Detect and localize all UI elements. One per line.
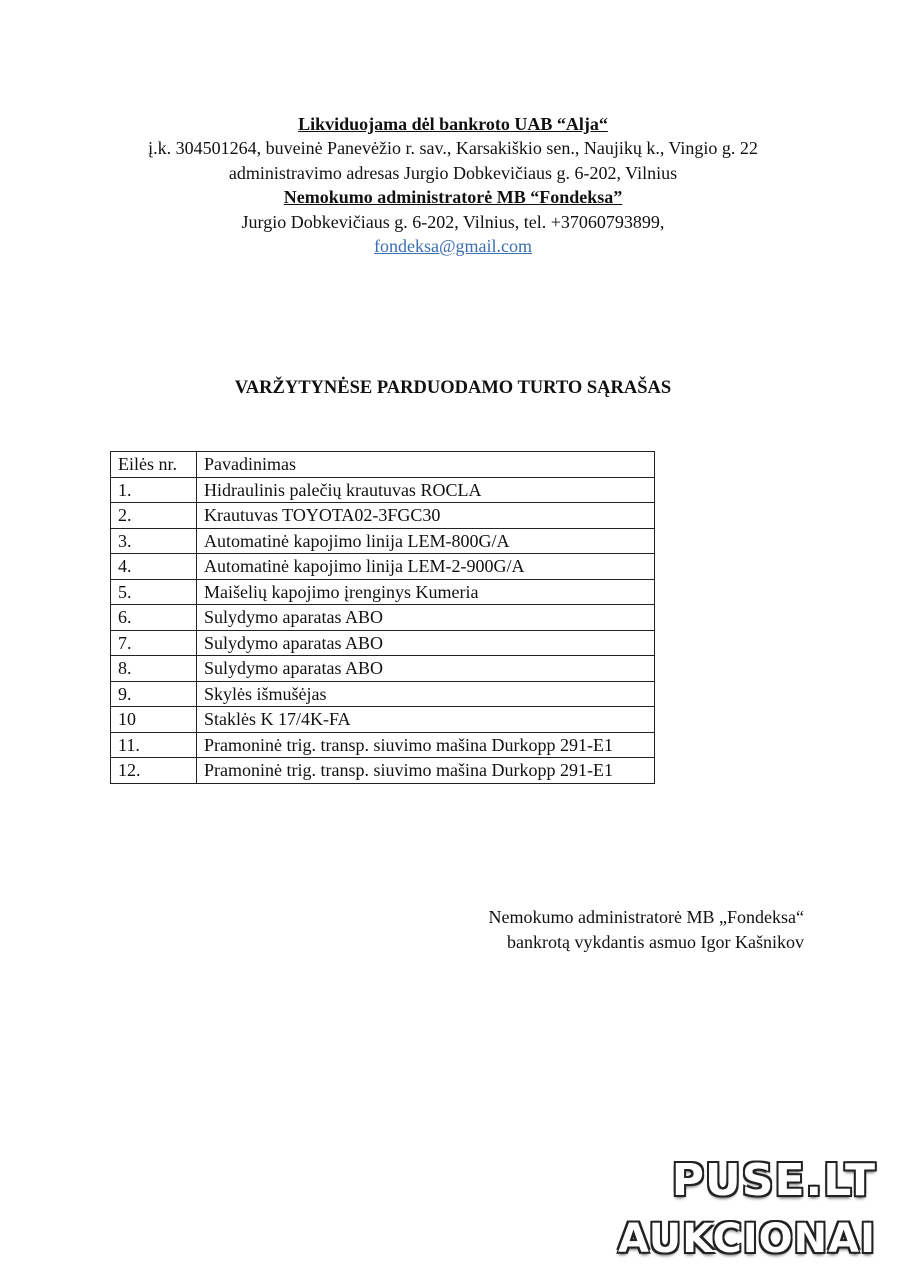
table-row (111, 758, 655, 784)
row-number: 8. (111, 656, 197, 682)
row-name: Sulydymo aparatas ABO (197, 656, 655, 682)
row-name: Automatinė kapojimo linija LEM-800G/A (197, 528, 655, 554)
document-header (100, 112, 806, 258)
watermark-line-1: PUSE.LT (671, 1155, 876, 1206)
row-name: Maišelių kapojimo įrenginys Kumeria (197, 579, 655, 605)
administrator-contact: Jurgio Dobkevičiaus g. 6-202, Vilnius, tel. +37060793899, (241, 211, 665, 232)
row-number: 3. (111, 528, 197, 554)
row-name: Automatinė kapojimo linija LEM-2-900G/A (197, 554, 655, 580)
row-number: 5. (111, 579, 197, 605)
asset-table (110, 451, 655, 784)
signature-line-1: Nemokumo administratorė MB „Fondeksa“ (488, 907, 804, 927)
table-header-row (111, 452, 655, 478)
row-name: Pramoninė trig. transp. siuvimo mašina Durkopp 291-E1 (197, 758, 655, 784)
row-number: 2. (111, 503, 197, 529)
row-name: Staklės K 17/4K-FA (197, 707, 655, 733)
table-row (111, 630, 655, 656)
table-row (111, 477, 655, 503)
table-row (111, 554, 655, 580)
row-number: 12. (111, 758, 197, 784)
row-number: 9. (111, 681, 197, 707)
row-number: 11. (111, 732, 197, 758)
row-number: 1. (111, 477, 197, 503)
row-name: Sulydymo aparatas ABO (197, 605, 655, 631)
table-row (111, 681, 655, 707)
table-row (111, 732, 655, 758)
row-name: Krautuvas TOYOTA02-3FGC30 (197, 503, 655, 529)
administrator-name: Nemokumo administratorė MB “Fondeksa” (283, 187, 623, 208)
company-name: Likviduojama dėl bankroto UAB “Alja“ (298, 114, 608, 134)
company-code-address: į.k. 304501264, buveinė Panevėžio r. sav., Karsakiškio sen., Naujikų k., Vingio g. 22 (148, 138, 758, 159)
row-name: Skylės išmušėjas (197, 681, 655, 707)
table-row (111, 605, 655, 631)
watermark-logo (618, 1152, 876, 1268)
signature-line-2: bankrotą vykdantis asmuo Igor Kašnikov (507, 932, 804, 952)
header-number: Eilės nr. (111, 452, 197, 478)
row-number: 6. (111, 605, 197, 631)
document-title: VARŽYTYNĖSE PARDUODAMO TURTO SĄRAŠAS (234, 378, 672, 398)
header-name: Pavadinimas (197, 452, 655, 478)
email-link[interactable]: fondeksa@gmail.com (373, 236, 533, 257)
watermark-line-2: AUKCIONAI (618, 1216, 876, 1262)
table-row (111, 656, 655, 682)
row-number: 4. (111, 554, 197, 580)
table-row (111, 707, 655, 733)
table-row (111, 528, 655, 554)
table-row (111, 579, 655, 605)
row-number: 7. (111, 630, 197, 656)
table-row (111, 503, 655, 529)
row-name: Hidraulinis palečių krautuvas ROCLA (197, 477, 655, 503)
row-number: 10 (111, 707, 197, 733)
row-name: Pramoninė trig. transp. siuvimo mašina Durkopp 291-E1 (197, 732, 655, 758)
admin-address: administravimo adresas Jurgio Dobkevičiaus g. 6-202, Vilnius (228, 162, 678, 183)
row-name: Sulydymo aparatas ABO (197, 630, 655, 656)
signature-block (380, 905, 804, 955)
